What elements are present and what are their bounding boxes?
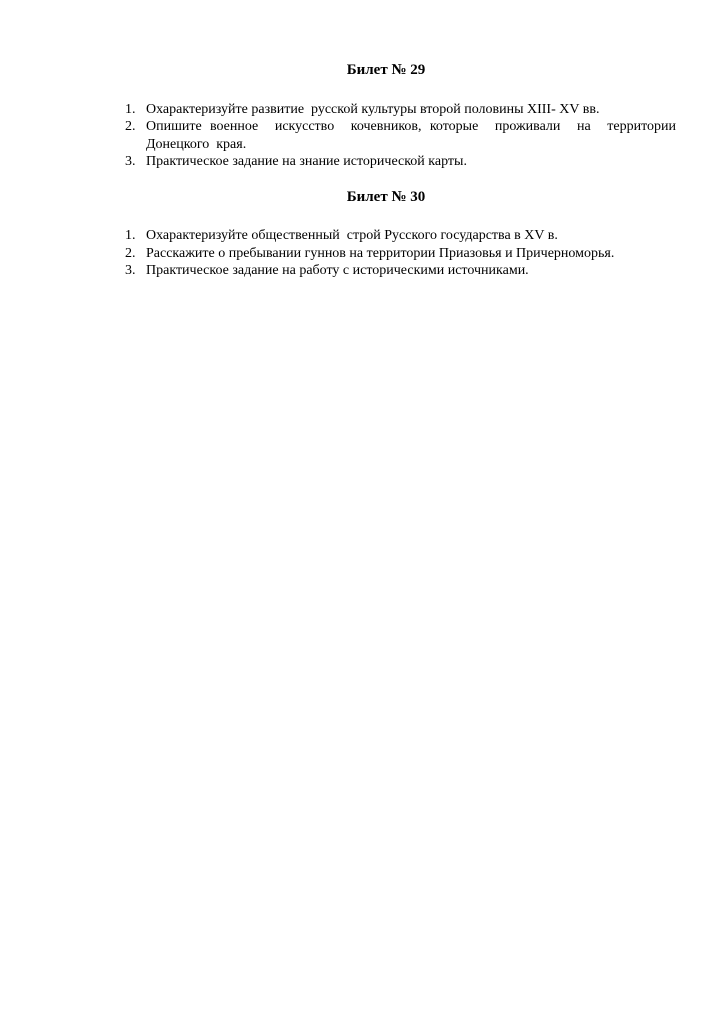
ticket-question-list	[125, 227, 676, 280]
list-item	[125, 262, 676, 280]
ticket-section-29	[96, 62, 680, 171]
list-item	[125, 153, 676, 171]
ticket-title: Билет № 30	[346, 188, 426, 205]
list-item	[125, 227, 676, 245]
list-item-number: 2.	[125, 119, 136, 134]
list-item-text: Расскажите о пребывании гуннов на территории Приазовья и Причерноморья.	[146, 245, 615, 261]
list-item-text: Практическое задание на знание исторической карты.	[146, 154, 467, 169]
list-item	[125, 245, 676, 263]
list-item-text: Практическое задание на работу с историческими источниками.	[146, 263, 529, 278]
ticket-question-list	[125, 101, 680, 171]
list-item-number: 2.	[125, 245, 136, 261]
list-item-number: 1.	[125, 228, 136, 243]
list-item-number: 3.	[125, 154, 136, 169]
list-item	[125, 101, 676, 119]
list-item-number: 1.	[125, 101, 136, 117]
ticket-section-30	[96, 189, 676, 280]
ticket-title: Билет № 29	[346, 62, 426, 78]
list-item-text: Охарактеризуйте развитие русской культуры второй половины XIII- XV вв.	[146, 101, 600, 117]
list-item-text: Опишите военное искусство кочевников, которые проживали на территории Донецкого края.	[146, 119, 680, 152]
list-item-text: Охарактеризуйте общественный строй Русского государства в XV в.	[146, 228, 558, 243]
list-item	[125, 118, 680, 153]
list-item-number: 3.	[125, 263, 136, 278]
